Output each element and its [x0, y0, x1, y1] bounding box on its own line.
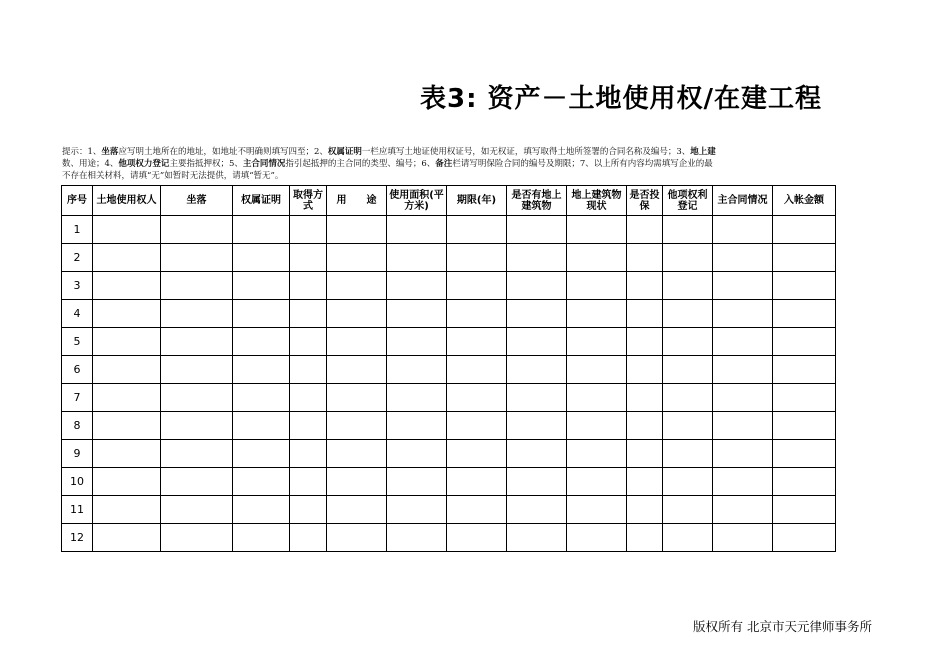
- table-cell[interactable]: [507, 244, 567, 272]
- table-cell[interactable]: [663, 412, 713, 440]
- table-cell[interactable]: [447, 496, 507, 524]
- table-cell[interactable]: [161, 356, 233, 384]
- table-cell[interactable]: [713, 216, 773, 244]
- note-key-buildings: 地上建: [690, 147, 716, 157]
- table-cell[interactable]: [713, 412, 773, 440]
- table-cell[interactable]: [290, 468, 327, 496]
- table-cell[interactable]: [663, 524, 713, 552]
- header-other-rights: 他项权利登记: [663, 186, 713, 216]
- table-cell[interactable]: [663, 244, 713, 272]
- table-cell[interactable]: [290, 524, 327, 552]
- table-cell[interactable]: [233, 524, 290, 552]
- table-cell[interactable]: [773, 440, 836, 468]
- table-cell[interactable]: [447, 440, 507, 468]
- note-text-6: 栏请写明保险合同的编号及期限；7、以上所有内容均需填写企业的最: [452, 159, 713, 169]
- table-cell[interactable]: [161, 412, 233, 440]
- table-cell[interactable]: [627, 440, 663, 468]
- table-cell[interactable]: [507, 328, 567, 356]
- table-cell[interactable]: [773, 216, 836, 244]
- table-cell[interactable]: [567, 468, 627, 496]
- note-key-other-rights: 他项权力登记: [118, 159, 170, 169]
- table-row: [62, 468, 836, 496]
- table-cell[interactable]: [713, 440, 773, 468]
- table-cell[interactable]: [290, 384, 327, 412]
- table-cell[interactable]: [161, 300, 233, 328]
- table-cell[interactable]: [713, 468, 773, 496]
- table-cell[interactable]: [161, 272, 233, 300]
- note-key-ownership: 权属证明: [327, 147, 362, 157]
- table-cell[interactable]: [713, 356, 773, 384]
- table-cell[interactable]: [161, 244, 233, 272]
- table-cell[interactable]: [713, 328, 773, 356]
- table-cell[interactable]: [773, 356, 836, 384]
- table-cell[interactable]: [161, 328, 233, 356]
- table-cell[interactable]: [507, 356, 567, 384]
- table-body: [62, 216, 836, 552]
- table-cell[interactable]: [447, 468, 507, 496]
- table-cell[interactable]: [387, 300, 447, 328]
- row-number[interactable]: 11: [62, 496, 93, 524]
- table-cell[interactable]: [773, 300, 836, 328]
- table-cell[interactable]: [93, 356, 161, 384]
- table-cell[interactable]: [447, 300, 507, 328]
- table-cell[interactable]: [327, 272, 387, 300]
- table-cell[interactable]: [447, 272, 507, 300]
- table-cell[interactable]: [327, 216, 387, 244]
- table-cell[interactable]: [627, 384, 663, 412]
- table-cell[interactable]: [663, 468, 713, 496]
- table-cell[interactable]: [567, 440, 627, 468]
- table-cell[interactable]: [567, 384, 627, 412]
- table-cell[interactable]: [773, 524, 836, 552]
- table-cell[interactable]: [233, 216, 290, 244]
- table-cell[interactable]: [387, 356, 447, 384]
- table-cell[interactable]: [567, 300, 627, 328]
- header-location: 坐落: [161, 186, 233, 216]
- note-intro: 提示：1、: [62, 147, 102, 157]
- table-cell[interactable]: [447, 524, 507, 552]
- table-row: [62, 272, 836, 300]
- table-cell[interactable]: [567, 272, 627, 300]
- table-cell[interactable]: [627, 272, 663, 300]
- table-cell[interactable]: [387, 468, 447, 496]
- table-cell[interactable]: [161, 216, 233, 244]
- table-cell[interactable]: [447, 384, 507, 412]
- table-cell[interactable]: [327, 440, 387, 468]
- header-usage: 用 途: [327, 186, 387, 216]
- instructions-clip: [62, 146, 835, 182]
- table-cell[interactable]: [663, 356, 713, 384]
- table-cell[interactable]: [93, 328, 161, 356]
- table-cell[interactable]: [290, 272, 327, 300]
- table-cell[interactable]: [290, 300, 327, 328]
- table-cell[interactable]: [507, 412, 567, 440]
- table-cell[interactable]: [387, 244, 447, 272]
- table-cell[interactable]: [387, 272, 447, 300]
- table-cell[interactable]: [161, 496, 233, 524]
- table-cell[interactable]: [507, 524, 567, 552]
- table-cell[interactable]: [567, 216, 627, 244]
- instructions-note: [62, 146, 835, 182]
- table-cell[interactable]: [233, 356, 290, 384]
- table-cell[interactable]: [713, 524, 773, 552]
- table-cell[interactable]: [233, 328, 290, 356]
- header-building-status: 地上建筑物现状: [567, 186, 627, 216]
- table-cell[interactable]: [290, 496, 327, 524]
- table-cell[interactable]: [161, 384, 233, 412]
- table-cell[interactable]: [387, 412, 447, 440]
- header-term: 期限(年): [447, 186, 507, 216]
- table-row: [62, 384, 836, 412]
- row-number[interactable]: 7: [62, 384, 93, 412]
- table-row: [62, 216, 836, 244]
- table-cell[interactable]: [567, 412, 627, 440]
- table-cell[interactable]: [627, 328, 663, 356]
- table-cell[interactable]: [93, 468, 161, 496]
- table-cell[interactable]: [93, 524, 161, 552]
- table-row: [62, 524, 836, 552]
- table-row: [62, 440, 836, 468]
- table-cell[interactable]: [507, 272, 567, 300]
- land-use-rights-table: [61, 185, 836, 552]
- table-cell[interactable]: [773, 412, 836, 440]
- row-number[interactable]: 8: [62, 412, 93, 440]
- note-key-location: 坐落: [101, 147, 119, 157]
- table-cell[interactable]: [93, 496, 161, 524]
- table-cell[interactable]: [627, 524, 663, 552]
- table-cell[interactable]: [290, 356, 327, 384]
- row-number[interactable]: 2: [62, 244, 93, 272]
- row-number[interactable]: 5: [62, 328, 93, 356]
- table-cell[interactable]: [507, 496, 567, 524]
- table-cell[interactable]: [627, 244, 663, 272]
- table-cell[interactable]: [233, 496, 290, 524]
- table-cell[interactable]: [567, 356, 627, 384]
- row-number[interactable]: 3: [62, 272, 93, 300]
- table-cell[interactable]: [663, 216, 713, 244]
- table-cell[interactable]: [567, 328, 627, 356]
- table-cell[interactable]: [290, 412, 327, 440]
- table-cell[interactable]: [507, 216, 567, 244]
- table-cell[interactable]: [627, 412, 663, 440]
- table-row: [62, 300, 836, 328]
- table-cell[interactable]: [233, 412, 290, 440]
- note-text-3: 数、用途；4、: [62, 159, 119, 169]
- row-number[interactable]: 6: [62, 356, 93, 384]
- table-cell[interactable]: [663, 440, 713, 468]
- table-cell[interactable]: [327, 468, 387, 496]
- table-cell[interactable]: [627, 216, 663, 244]
- table-cell[interactable]: [161, 468, 233, 496]
- table-cell[interactable]: [773, 272, 836, 300]
- table-cell[interactable]: [233, 300, 290, 328]
- table-cell[interactable]: [713, 244, 773, 272]
- table-cell[interactable]: [567, 524, 627, 552]
- table-cell[interactable]: [233, 272, 290, 300]
- row-number[interactable]: 12: [62, 524, 93, 552]
- table-cell[interactable]: [507, 384, 567, 412]
- table-cell[interactable]: [93, 272, 161, 300]
- note-text-4: 主要指抵押权；5、: [169, 159, 243, 169]
- table-row: [62, 244, 836, 272]
- table-row: [62, 328, 836, 356]
- table-cell[interactable]: [507, 468, 567, 496]
- table-cell[interactable]: [567, 244, 627, 272]
- table-cell[interactable]: [161, 524, 233, 552]
- header-has-buildings: 是否有地上建筑物: [507, 186, 567, 216]
- header-area: 使用面积(平方米): [387, 186, 447, 216]
- table-cell[interactable]: [327, 244, 387, 272]
- note-text-2: 一栏应填写土地证使用权证号，如无权证，填写取得土地所签署的合同名称及编号；3、: [361, 147, 691, 157]
- table-cell[interactable]: [327, 384, 387, 412]
- table-cell[interactable]: [627, 300, 663, 328]
- note-key-main-contract: 主合同情况: [242, 159, 286, 169]
- note-text-5: 指引起抵押的主合同的类型、编号；6、: [285, 159, 436, 169]
- table-cell[interactable]: [663, 272, 713, 300]
- table-cell[interactable]: [627, 468, 663, 496]
- table-cell[interactable]: [387, 496, 447, 524]
- table-cell[interactable]: [387, 328, 447, 356]
- table-cell[interactable]: [713, 300, 773, 328]
- table-cell[interactable]: [507, 300, 567, 328]
- title-clip: [0, 78, 835, 118]
- table-cell[interactable]: [327, 328, 387, 356]
- table-cell[interactable]: [290, 244, 327, 272]
- table-cell[interactable]: [327, 524, 387, 552]
- table-cell[interactable]: [713, 384, 773, 412]
- table-cell[interactable]: [773, 496, 836, 524]
- table-cell[interactable]: [663, 496, 713, 524]
- table-cell[interactable]: [93, 300, 161, 328]
- table-cell[interactable]: [233, 440, 290, 468]
- header-acquisition-method: 取得方式: [290, 186, 327, 216]
- table-cell[interactable]: [713, 496, 773, 524]
- table-cell[interactable]: [93, 412, 161, 440]
- table-cell[interactable]: [290, 440, 327, 468]
- note-text-1: 应写明土地所在的地址，如地址不明确则填写四至；2、: [118, 147, 328, 157]
- table-cell[interactable]: [773, 468, 836, 496]
- header-land-user: 土地使用权人: [93, 186, 161, 216]
- table-header-row: [62, 186, 836, 216]
- table-row: [62, 496, 836, 524]
- table-cell[interactable]: [290, 328, 327, 356]
- header-ownership-proof: 权属证明: [233, 186, 290, 216]
- header-seq: 序号: [62, 186, 93, 216]
- table-cell[interactable]: [387, 440, 447, 468]
- note-key-remarks: 备注: [435, 159, 453, 169]
- table-cell[interactable]: [567, 496, 627, 524]
- table-cell[interactable]: [327, 412, 387, 440]
- table-cell[interactable]: [233, 244, 290, 272]
- table-cell[interactable]: [447, 328, 507, 356]
- row-number[interactable]: 1: [62, 216, 93, 244]
- table-cell[interactable]: [327, 496, 387, 524]
- table-cell[interactable]: [447, 216, 507, 244]
- table-cell[interactable]: [447, 356, 507, 384]
- table-cell[interactable]: [713, 272, 773, 300]
- table-cell[interactable]: [290, 216, 327, 244]
- table-cell[interactable]: [233, 468, 290, 496]
- table-cell[interactable]: [447, 244, 507, 272]
- table-cell[interactable]: [387, 216, 447, 244]
- copyright-footer: 版权所有 北京市天元律师事务所: [693, 619, 872, 634]
- table-row: [62, 412, 836, 440]
- table-cell[interactable]: [663, 328, 713, 356]
- table-cell[interactable]: [773, 328, 836, 356]
- table-cell[interactable]: [327, 300, 387, 328]
- table-cell[interactable]: [233, 384, 290, 412]
- row-number[interactable]: 4: [62, 300, 93, 328]
- table-cell[interactable]: [93, 216, 161, 244]
- table-cell[interactable]: [387, 384, 447, 412]
- table-cell[interactable]: [161, 440, 233, 468]
- table-cell[interactable]: [507, 440, 567, 468]
- table-cell[interactable]: [327, 356, 387, 384]
- table-cell[interactable]: [93, 244, 161, 272]
- row-number[interactable]: 10: [62, 468, 93, 496]
- table-cell[interactable]: [93, 440, 161, 468]
- row-number[interactable]: 9: [62, 440, 93, 468]
- table-cell[interactable]: [773, 244, 836, 272]
- table-cell[interactable]: [627, 496, 663, 524]
- page-title: 表3: 资产－土地使用权/在建工程: [420, 84, 823, 114]
- table-cell[interactable]: [93, 384, 161, 412]
- table-cell[interactable]: [773, 384, 836, 412]
- table-row: [62, 356, 836, 384]
- header-main-contract: 主合同情况: [713, 186, 773, 216]
- header-book-amount: 入帐金额: [773, 186, 836, 216]
- table-cell[interactable]: [387, 524, 447, 552]
- table-cell[interactable]: [663, 300, 713, 328]
- header-insured: 是否投保: [627, 186, 663, 216]
- table-cell[interactable]: [627, 356, 663, 384]
- table-cell[interactable]: [447, 412, 507, 440]
- note-text-7: 不存在相关材料，请填“无”如暂时无法提供，请填“暂无”。: [62, 171, 284, 181]
- table-cell[interactable]: [663, 384, 713, 412]
